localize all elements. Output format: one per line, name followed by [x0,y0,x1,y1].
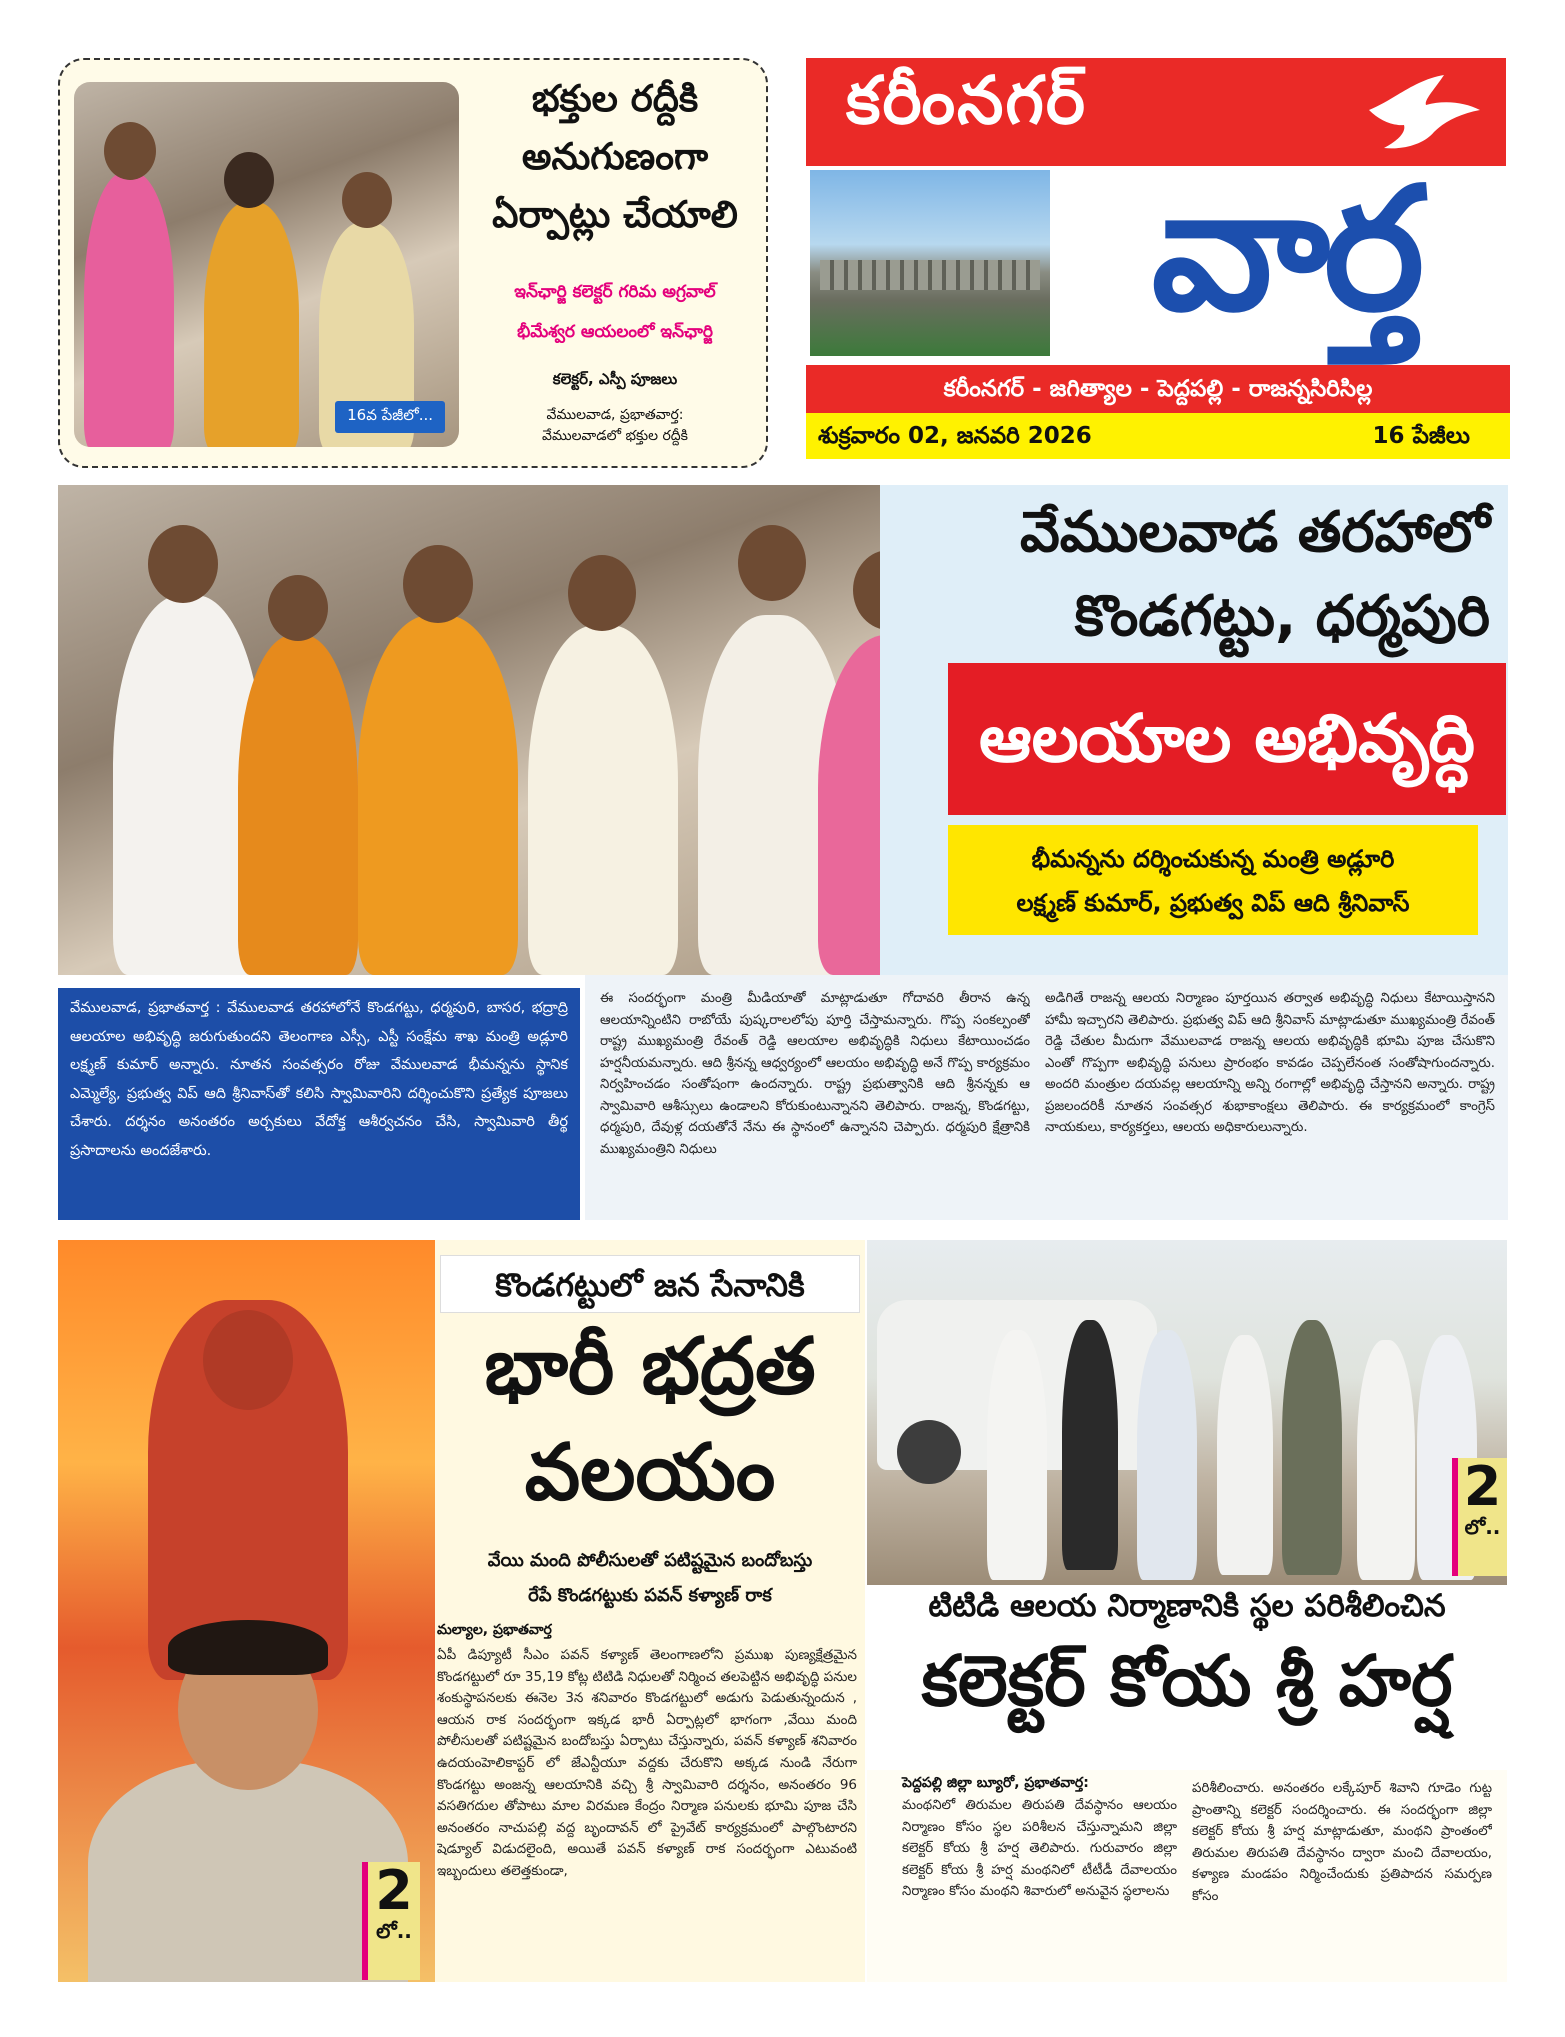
pawan-subhead-2: రేపే కొండగట్టుకు పవన్ కళ్యాణ్ రాక [528,1585,772,1606]
badge-page-number: 2 [375,1859,413,1922]
lead-intro-box: వేములవాడ, ప్రభాతవార్త : వేములవాడ తరహాలోనే కొండగట్టు, ధర్మపురి, బాసర, భద్రాద్రి ఆలయాల అభివృద్ధి జరుగుతుందని తెలంగాణ ఎస్సీ, ఎస్టీ సంక్షేమ శాఖ మంత్రి అడ్లూరి లక్ష్మణ్ కుమార్ అన్నారు. నూతన సంవత్సరం రోజు వేములవాడ భీమన్నను స్థానిక ఎమ్మెల్యే, ప్రభుత్వ విప్ ఆది శ్రీనివాస్‌తో కలిసి స్వామివారిని దర్శించుకొని ప్రత్యేక పూజలు చేశారు. దర్శనం అనంతరం అర్చకులు వేదోక్త ఆశీర్వచనం చేసి, స్వామివారి తీర్థ ప్రసాదాలను అందజేశారు. [58,988,580,1220]
issue-date: శుక్రవారం 02, జనవరి 2026 [818,423,1092,449]
masthead-districts: కరీంనగర్ - జగిత్యాల - పెద్దపల్లి - రాజన్నసిరిసిల్ల [806,365,1510,413]
masthead-title: కరీంనగర్ [846,62,1087,139]
lead-headline-2: కొండగట్టు, ధర్మపురి [1074,584,1490,649]
lead-subhead-1: భీమన్నను దర్శించుకున్న మంత్రి అడ్లూరి [1031,845,1395,873]
pawan-headline-2: వలయం [524,1428,776,1518]
badge-page-number-2: 2 [1463,1455,1502,1518]
teaser-subhead-2: భీమేశ్వర ఆయలంలో ఇన్‌ఛార్జి [517,322,713,342]
teaser-dateline: వేములవాడ, ప్రభాతవార్త: [546,407,684,423]
collector-body-col-2: పరిశీలించారు. అనంతరం లక్కేపూర్ శివాని గూడెం గుట్ట ప్రాంతాన్ని కలెక్టర్ సందర్శించారు. ఈ సందర్భంగా జిల్లా కలెక్టర్ కోయ శ్రీ హర్ష మాట్లాడుతూ, మంథని ప్రాంతంలో తిరుమల తిరుపతి దేవస్థానం ద్వారా మంచి దేవాలయం, కళ్యాణ మండపం నిర్మించేందుకు ప్రతిపాదన సమర్పణ కోసం [1192,1781,1492,1904]
masthead-logo-text: వార్త [1151,151,1419,349]
lead-photo [58,485,970,975]
collector-subhead: టిటిడి ఆలయ నిర్మాణానికి స్థల పరిశీలించిన [928,1588,1446,1624]
lead-red-headline: ఆలయాల అభివృద్ధి [948,663,1506,815]
pawan-body: ఏపీ డిప్యూటీ సీఎం పవన్ కళ్యాణ్ తెలంగాణలోని ప్రముఖ పుణ్యక్షేత్రమైన కొండగట్టులో రూ 35,19 కోట్ల టిటిడి నిధులతో నిర్మించ తలపెట్టిన అభివృద్ధి పనుల శంకుస్థాపనలకు ఈనెల 3న శనివారం కొండగట్టులో అడుగు పెడుతున్నందున , ఆయన రాక సందర్భంగా ఇక్కడ భారీ ఏర్పాట్లలో భాగంగా ,వేయి మంది పోలీసులతో పటిష్టమైన బందోబస్తు ఏర్పాటు చేస్తున్నారు, పవన్ కళ్యాణ్ శనివారం ఉదయంహెలికాప్టర్ లో జేఎన్టీయూ వద్దకు చేరుకొని అక్కడ నుండి నేరుగా కొండగట్టు అంజన్న ఆలయానికి వచ్చి శ్రీ స్వామివారి దర్శనం, అనంతరం 96 వసతిగదుల తోపాటు మాల విరమణ కేంద్రం నిర్మాణ పనులకు భూమి పూజ చేసి అనంతరం నాచుపల్లి వద్ద బృందావన్ లో ప్రైవేట్ కార్యక్రమంలో పాల్గొంటారని షెడ్యూల్ విడుదలైంది, అయితే పవన్ కళ్యాణ్ రాక సందర్భంగా ఎటువంటి ఇబ్బందులు తలెత్తకుండా, [437,1647,857,1879]
masthead-dam-photo [810,170,1050,356]
teaser-headline-1: భక్తుల రద్దీకి [531,77,699,120]
teaser-box[interactable] [58,58,768,468]
teaser-photo [74,82,459,447]
lead-body-col-2: అడిగితే రాజన్న ఆలయ నిర్మాణం పూర్తయిన తర్వాత అభివృద్ధి నిధులు కేటాయిస్తానని హామీ ఇచ్చారని తెలిపారు. ప్రభుత్వ విప్ ఆది శ్రీనివాస్ మాట్లాడుతూ ముఖ్యమంత్రి రేవంత్ రెడ్డి చేతుల మీదుగా వేములవాడ రాజన్న ఆలయ అభివృద్ధికి భూమి పూజ చేసుకొని ఎంతో గొప్పగా అభివృద్ధి పనులు ప్రారంభం కావడం చెప్పలేనంత సంతోషాగుందన్నారు. అందరి మంత్రుల దయవల్ల ఆలయాన్ని అన్ని రంగాల్లో అభివృద్ధి చేస్తానని అన్నారు. రాష్ట్ర ప్రజలందరికీ నూతన సంవత్సర శుభాకాంక్షలు తెలిపారు. ఈ కార్యక్రమంలో కాంగ్రెస్ నాయకులు, కార్యకర్తలు, ఆలయ అధికారులున్నారు. [1045,991,1495,1135]
collector-photo [867,1240,1507,1585]
lead-subhead-2: లక్ష్మణ్ కుమార్, ప్రభుత్వ విప్ ఆది శ్రీనివాస్ [1016,889,1410,917]
lead-body-col-1: ఈ సందర్భంగా మంత్రి మీడియాతో మాట్లాడుతూ గోదావరి తీరాన ఉన్న ఆలయాన్నింటిని రాబోయే పుష్కరాలలోపు పూర్తి చేస్తామన్నారు. గొప్ప సంకల్పంతో రాష్ట్ర ముఖ్యమంత్రి రేవంత్ రెడ్డి ఆలయాల అభివృద్ధికి నిధులు కేటాయించడం హర్షనీయమన్నారు. ఆది శ్రీనన్న ఆధ్వర్యంలో ఆలయం అభివృద్ధి అనే గొప్ప కార్యక్రమం నిర్వహించడం సంతోషంగా ఉందన్నారు. రాష్ట్ర ప్రభుత్వానికి ఆది శ్రీనన్నకు ఆ స్వామివారి ఆశీస్సులు ఉండాలని కోరుకుంటున్నానని తెలిపారు. రాజన్న, కొండగట్టు, ధర్మపురి, దేవుళ్ల దయతోనే నేను ఈ స్థానంలో ఉన్నానని చెప్పారు. ధర్మపురి క్షేత్రానికి ముఖ్యమంత్రిని నిధులు [600,991,1030,1157]
teaser-subhead-3: కలెక్టర్, ఎస్పీ పూజలు [552,370,678,388]
lead-headline-1: వేములవాడ తరహాలో [1019,500,1490,565]
pawan-headline-1: భారీ భద్రత [484,1322,816,1412]
teaser-headline-3: ఏర్పాట్లు చేయాలి [492,193,738,236]
pawan-subhead-1: వేయి మంది పోలీసులతో పటిష్టమైన బందోబస్తు [487,1550,813,1571]
teaser-headline-2: అనుగుణంగా [521,135,709,178]
lead-yellow-subhead [948,825,1478,935]
continued-page-badge-2[interactable] [1452,1455,1507,1576]
badge-label-2: లో.. [1464,1515,1501,1539]
teaser-subhead-1: ఇన్‌ఛార్జి కలెక్టర్ గరిమ అగ్రవాల్ [514,282,716,302]
pawan-dateline: మల్యాల, ప్రభాతవార్త [437,1622,552,1638]
continued-page-badge[interactable] [362,1859,420,1980]
badge-label: లో.. [376,1919,412,1943]
collector-dateline: పెద్దపల్లి జిల్లా బ్యూరో, ప్రభాతవార్త: [902,1775,1089,1791]
dove-icon [1364,70,1484,156]
teaser-snippet: వేములవాడలో భక్తుల రద్దీకి [542,428,688,444]
page-reference-tag[interactable]: 16వ పేజీలో... [335,401,445,433]
collector-headline: కలెక్టర్ కోయ శ్రీ హర్ష [921,1640,1453,1722]
collector-body-col-1: మంథనిలో తిరుమల తిరుపతి దేవస్థానం ఆలయం నిర్మాణం కోసం స్థల పరిశీలన చేస్తున్నామని జిల్లా కలెక్టర్ కోయ శ్రీ హర్ష తెలిపారు. గురువారం జిల్లా కలెక్టర్ కోయ శ్రీ హర్ష మంథనిలో టీటీడీ దేవాలయం నిర్మాణం కోసం మంథని శివారులో అనువైన స్థలాలను [902,1798,1177,1899]
pawan-tag-headline: కొండగట్టులో జన సేనానికి [440,1255,860,1313]
masthead-dateline [806,413,1510,459]
page-count: 16 పేజీలు [1372,423,1470,449]
